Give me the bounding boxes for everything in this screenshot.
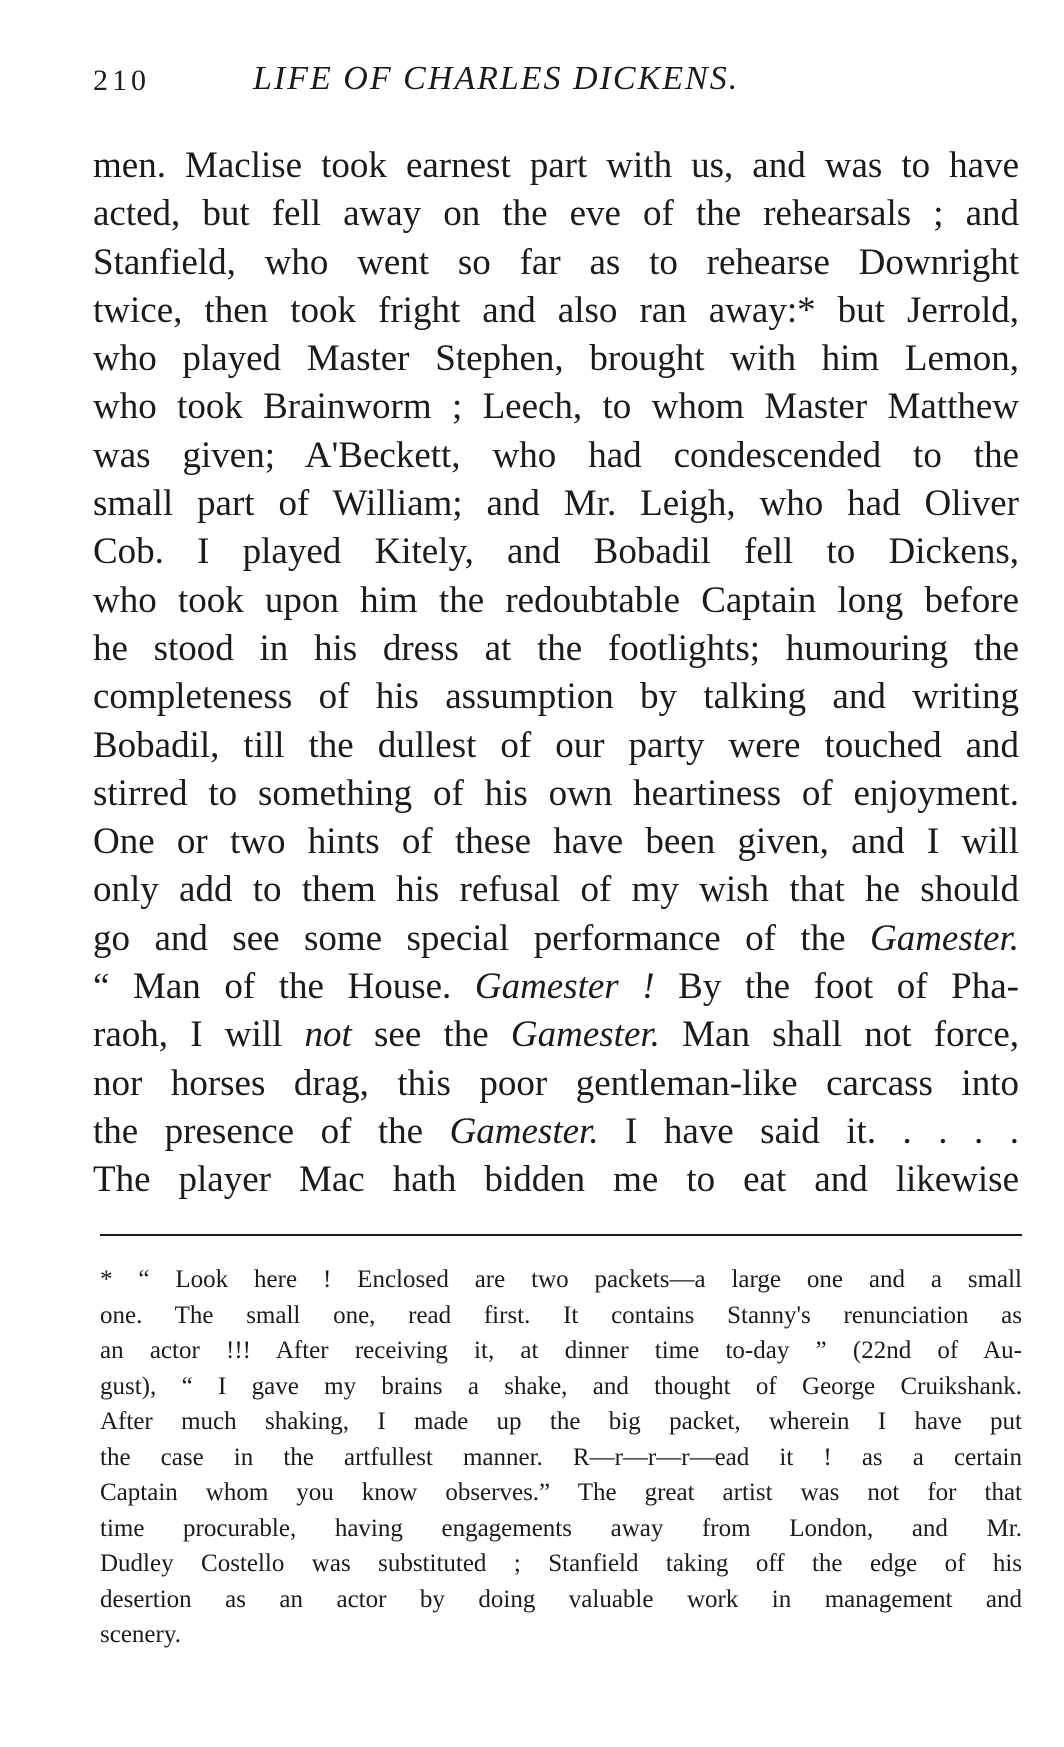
body-text: [93, 142, 1019, 1205]
footnote-line: time procurable, having engagements away from London, and Mr.: [100, 1514, 1022, 1542]
text-line: Stanfield, who went so far as to rehearse Downright: [93, 241, 1019, 283]
footnote-line: * “ Look here ! Enclosed are two packets—a large one and a small: [100, 1266, 1022, 1293]
text-line: stirred to something of his own heartiness of enjoyment.: [93, 772, 1019, 814]
text-line: raoh, I will not see the Gamester. Man shall not force,: [93, 1014, 1019, 1056]
footnote-line: Captain whom you know observes.” The great artist was not for that: [100, 1479, 1022, 1506]
footnote-line: gust), “ I gave my brains a shake, and thought of George Cruikshank.: [100, 1372, 1022, 1400]
running-title: LIFE OF CHARLES DICKENS.: [253, 60, 740, 97]
footnote-line: desertion as an actor by doing valuable work in management and: [100, 1585, 1022, 1613]
page-header: [93, 60, 1023, 100]
text-line: nor horses drag, this poor gentleman-like carcass into: [93, 1062, 1019, 1104]
text-line: he stood in his dress at the footlights; humouring the: [93, 627, 1019, 669]
page-number: 210: [93, 64, 150, 97]
text-line: small part of William; and Mr. Leigh, who had Oliver: [93, 483, 1019, 525]
italic-title: Gamester.: [869, 917, 1019, 959]
text-line: go and see some special performance of the Gamester.: [93, 917, 1019, 959]
text-line: who took upon him the redoubtable Captain long before: [93, 579, 1019, 621]
text-line: was given; A'Beckett, who had condescended to the: [93, 434, 1019, 476]
text-line: One or two hints of these have been given, and I will: [93, 821, 1019, 863]
text-line: The player Mac hath bidden me to eat and likewise: [93, 1159, 1019, 1201]
text-line: acted, but fell away on the eve of the rehearsals ; and: [93, 193, 1019, 235]
text-line: completeness of his assumption by talking and writing: [93, 676, 1019, 718]
footnote: [100, 1262, 1022, 1653]
footnote-line: one. The small one, read first. It contains Stanny's renunciation as: [100, 1301, 1022, 1329]
footnote-line: Dudley Costello was substituted ; Stanfield taking off the edge of his: [100, 1550, 1022, 1577]
footnote-divider: [100, 1234, 1022, 1236]
italic-title: Gamester.: [510, 1014, 660, 1056]
footnote-line: the case in the artfullest manner. R—r—r—r—ead it ! as a certain: [100, 1443, 1022, 1471]
footnote-line: an actor !!! After receiving it, at dinner time to-day ” (22nd of Au-: [100, 1337, 1022, 1364]
text-line: “ Man of the House. Gamester ! By the foot of Pha-: [93, 966, 1020, 1008]
text-line: twice, then took fright and also ran away:* but Jerrold,: [93, 289, 1019, 331]
text-line: who took Brainworm ; Leech, to whom Master Matthew: [93, 386, 1019, 428]
text-line: Cob. I played Kitely, and Bobadil fell to Dickens,: [93, 531, 1019, 573]
footnote-line: After much shaking, I made up the big packet, wherein I have put: [100, 1408, 1022, 1435]
text-line: only add to them his refusal of my wish that he should: [93, 869, 1019, 911]
italic-title: Gamester.: [449, 1110, 599, 1152]
italic-title: Gamester !: [474, 966, 655, 1008]
text-line: who played Master Stephen, brought with him Lemon,: [93, 338, 1019, 380]
text-line: men. Maclise took earnest part with us, and was to have: [93, 145, 1019, 186]
text-line: the presence of the Gamester. I have said it. . . . .: [93, 1110, 1019, 1152]
text-line: Bobadil, till the dullest of our party were touched and: [93, 724, 1019, 766]
footnote-line: scenery.: [100, 1621, 181, 1648]
italic-emphasis: not: [304, 1014, 352, 1056]
